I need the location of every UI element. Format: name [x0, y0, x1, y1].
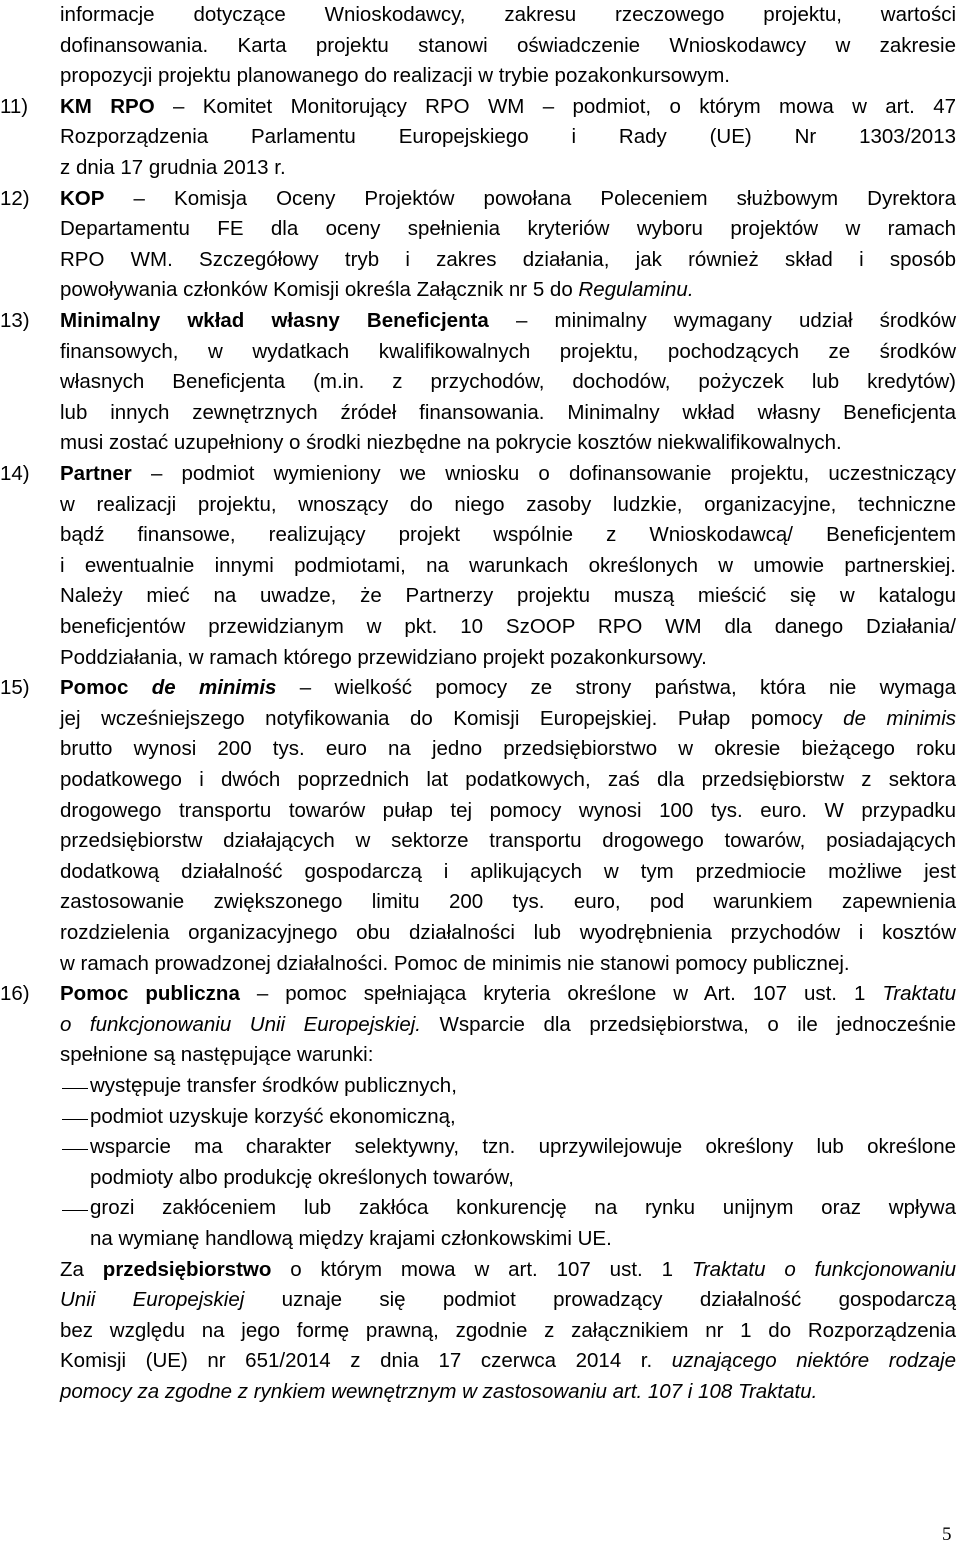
text-line: [60, 306, 956, 337]
text-line: [60, 857, 956, 888]
text-span: Departamentu FE dla oceny spełnienia kryteriów wyboru projektów w ramach: [60, 217, 956, 241]
text-span: podmiot uzyskuje korzyść ekonomiczną,: [90, 1104, 456, 1128]
text-line: [60, 551, 956, 582]
list-item-number: 14): [0, 462, 30, 485]
bullet-dash: [62, 1149, 88, 1150]
text-line: [60, 0, 956, 31]
term-label: Pomoc: [60, 676, 152, 700]
text-span: bez względu na jego formę prawną, zgodnie z załącznikiem nr 1 do Rozporządzenia: [60, 1318, 956, 1342]
text-span: własnych Beneficjenta (m.in. z przychodów, dochodów, pożyczek lub kredytów): [60, 370, 956, 394]
text-line: [60, 428, 956, 459]
text-span: – podmiot wymieniony we wniosku o dofinansowanie projektu, uczestniczący: [131, 462, 956, 485]
text-span: RPO WM. Szczegółowy tryb i zakres działania, jak również skład i sposób: [60, 247, 956, 271]
text-span: przedsiębiorstw działających w sektorze transportu drogowego towarów, posiadających: [60, 829, 956, 853]
bullet-dash: [62, 1119, 88, 1120]
text-line: [60, 826, 956, 857]
text-line: [60, 1285, 956, 1316]
list-item-number: 11): [0, 94, 29, 118]
text-line: [60, 1377, 956, 1408]
list-item-number: 13): [0, 309, 30, 332]
text-line: [60, 612, 956, 643]
text-span: – pomoc spełniająca kryteria określone w Art. 107 ust. 1: [239, 982, 883, 1006]
text-line: [90, 1071, 956, 1102]
text-line: [60, 734, 956, 765]
text-span: Za: [60, 1257, 103, 1281]
text-span: Wsparcie dla przedsiębiorstwa, o ile jednocześnie: [420, 1012, 956, 1036]
text-span: zastosowanie zwiększonego limitu 200 tys. euro, pod warunkiem zapewnienia: [60, 890, 956, 914]
text-span: – minimalny wymagany udział środków: [488, 309, 957, 332]
text-span: lub innych zewnętrznych źródeł finansowania. Minimalny wkład własny Beneficjenta: [60, 400, 956, 424]
text-line: [60, 490, 956, 521]
text-span: musi zostać uzupełniony o środki niezbędne na pokrycie kosztów niekwalifikowalnych.: [60, 431, 842, 455]
text-span: brutto wynosi 200 tys. euro na jedno przedsiębiorstwo w okresie bieżącego roku: [60, 737, 956, 761]
text-line: [60, 979, 956, 1010]
text-span: Regulaminu.: [578, 278, 694, 302]
term-label: de minimis: [151, 676, 277, 700]
text-span: uznającego niektóre rodzaje: [671, 1349, 957, 1373]
text-span: i ewentualnie innymi podmiotami, na warunkach określonych w umowie partnerskiej.: [60, 553, 956, 577]
text-span: o którym mowa w art. 107 ust. 1: [271, 1257, 692, 1281]
text-span: dodatkową działalność gospodarczą i aplikujących w tym przedmiocie możliwe jest: [60, 859, 956, 883]
text-line: [90, 1193, 956, 1224]
text-span: rozdzielenia organizacyjnego obu działalności lub wyodrębnienia przychodów i kosztów: [60, 921, 956, 944]
text-span: Należy mieć na uwadze, że Partnerzy projektu muszą mieścić się w katalogu: [60, 584, 956, 608]
text-line: [60, 643, 956, 674]
text-line: [90, 1224, 956, 1255]
list-item-number: 12): [0, 186, 30, 210]
text-span: de minimis: [843, 706, 956, 730]
text-line: [60, 1255, 956, 1286]
text-line: [60, 673, 956, 704]
text-line: [90, 1102, 956, 1133]
bullet-dash: [62, 1088, 88, 1089]
text-line: [60, 31, 956, 62]
text-line: [60, 918, 956, 949]
text-span: Komisji (UE) nr 651/2014 z dnia 17 czerwca 2014 r.: [60, 1349, 672, 1373]
text-span: podmioty albo produkcję określonych towarów,: [90, 1165, 514, 1189]
text-line: [60, 153, 956, 184]
page-number: 5: [942, 1524, 952, 1545]
text-line: [60, 214, 956, 245]
text-span: drogowego transportu towarów pułap tej pomocy wynosi 100 tys. euro. W przypadku: [60, 798, 956, 822]
text-span: Traktatu: [882, 982, 956, 1006]
term-label: Minimalny wkład własny Beneficjenta: [60, 309, 489, 332]
text-span: dofinansowania. Karta projektu stanowi oświadczenie Wnioskodawcy w zakresie: [60, 33, 956, 57]
term-label: KOP: [60, 186, 105, 210]
term-label: Partner: [60, 462, 132, 485]
term-label: Pomoc publiczna: [60, 982, 240, 1006]
text-span: beneficjentów przewidzianym w pkt. 10 SzOOP RPO WM dla danego Działania/: [60, 615, 956, 638]
text-line: [60, 1316, 956, 1347]
text-line: [60, 765, 956, 796]
text-span: propozycji projektu planowanego do realizacji w trybie pozakonkursowym.: [60, 64, 731, 88]
text-span: powoływania członków Komisji określa Załącznik nr 5 do: [60, 278, 579, 302]
text-line: [60, 337, 956, 368]
text-line: [60, 796, 956, 827]
text-span: Unii Europejskiej: [60, 1288, 245, 1312]
text-span: występuje transfer środków publicznych,: [90, 1074, 457, 1097]
text-line: [60, 887, 956, 918]
text-line: [60, 398, 956, 429]
text-span: Traktatu o funkcjonowaniu: [691, 1257, 956, 1281]
text-line: [60, 704, 956, 735]
text-span: w ramach prowadzonej działalności. Pomoc de minimis nie stanowi pomocy publicznej.: [60, 951, 850, 975]
text-span: na wymianę handlową między krajami członkowskimi UE.: [90, 1227, 612, 1250]
text-line: [60, 184, 956, 215]
text-span: pomocy za zgodne z rynkiem wewnętrznym w zastosowaniu art. 107 i 108 Traktatu.: [60, 1380, 818, 1403]
text-line: [60, 367, 956, 398]
text-span: spełnione są następujące warunki:: [60, 1043, 374, 1067]
text-span: z dnia 17 grudnia 2013 r.: [60, 156, 286, 179]
text-span: grozi zakłóceniem lub zakłóca konkurencję na rynku unijnym oraz wpływa: [90, 1196, 956, 1220]
term-label: przedsiębiorstwo: [102, 1257, 272, 1281]
text-span: – wielkość pomocy ze strony państwa, która nie wymaga: [276, 676, 957, 700]
text-line: [90, 1132, 956, 1163]
text-line: [60, 92, 956, 123]
text-line: [60, 520, 956, 551]
text-span: wsparcie ma charakter selektywny, tzn. uprzywilejowuje określony lub określone: [90, 1135, 956, 1159]
text-line: [60, 61, 956, 92]
text-span: Rozporządzenia Parlamentu Europejskiego i Rady (UE) Nr 1303/2013: [60, 125, 956, 149]
bullet-dash: [62, 1210, 88, 1211]
text-line: [60, 949, 956, 980]
text-span: podatkowego i dwóch poprzednich lat podatkowych, zaś dla przedsiębiorstw z sektora: [60, 768, 956, 791]
text-span: Poddziałania, w ramach którego przewidziano projekt pozakonkursowy.: [60, 645, 707, 669]
text-span: jej wcześniejszego notyfikowania do Komisji Europejskiej. Pułap pomocy: [60, 706, 844, 730]
text-span: – Komitet Monitorujący RPO WM – podmiot, o którym mowa w art. 47: [154, 94, 956, 118]
text-span: o funkcjonowaniu Unii Europejskiej.: [60, 1012, 421, 1036]
text-line: [60, 1010, 956, 1041]
text-line: [60, 581, 956, 612]
text-line: [60, 245, 956, 276]
text-span: informacje dotyczące Wnioskodawcy, zakresu rzeczowego projektu, wartości: [60, 3, 956, 26]
text-line: [60, 122, 956, 153]
text-line: [60, 459, 956, 490]
text-span: w realizacji projektu, wnoszący do niego zasoby ludzkie, organizacyjne, techniczne: [60, 492, 956, 516]
text-span: bądź finansowe, realizujący projekt wspólnie z Wnioskodawcą/ Beneficjentem: [60, 523, 956, 547]
list-item-number: 15): [0, 676, 30, 700]
text-span: uznaje się podmiot prowadzący działalność gospodarczą: [244, 1288, 956, 1312]
text-span: – Komisja Oceny Projektów powołana Poleceniem służbowym Dyrektora: [104, 186, 956, 210]
term-label: KM RPO: [60, 94, 155, 118]
text-line: [60, 1040, 956, 1071]
text-line: [60, 1346, 956, 1377]
text-line: [60, 275, 956, 306]
text-span: finansowych, w wydatkach kwalifikowalnych projektu, pochodzących ze środków: [60, 339, 956, 363]
list-item-number: 16): [0, 982, 30, 1006]
text-line: [90, 1163, 956, 1194]
